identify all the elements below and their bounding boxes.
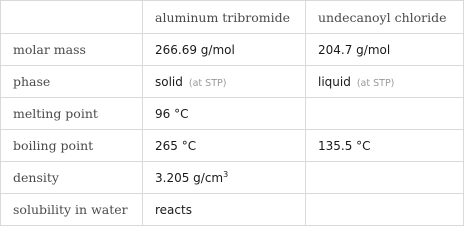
row-label-molar-mass: molar mass xyxy=(1,34,143,66)
cell-value xyxy=(143,34,306,66)
unit-exponent: 3 xyxy=(223,169,229,179)
table-row xyxy=(1,194,464,226)
value-text: 266.69 g/mol xyxy=(155,42,235,57)
condition-note: (at STP) xyxy=(188,77,227,89)
table-row xyxy=(1,66,464,98)
table-row xyxy=(1,98,464,130)
cell-value xyxy=(306,162,464,194)
header-undecanoyl-chloride: undecanoyl chloride xyxy=(306,1,464,34)
cell-value xyxy=(143,98,306,130)
table-row xyxy=(1,130,464,162)
row-label-density: density xyxy=(1,162,143,194)
cell-value xyxy=(306,194,464,226)
cell-value xyxy=(306,98,464,130)
cell-value xyxy=(143,162,306,194)
table-row xyxy=(1,162,464,194)
value-text: 204.7 g/mol xyxy=(318,42,391,57)
value-text: 96 °C xyxy=(155,106,189,121)
cell-value xyxy=(306,130,464,162)
row-label-boiling-point: boiling point xyxy=(1,130,143,162)
value-text: reacts xyxy=(155,202,192,217)
row-label-melting-point: melting point xyxy=(1,98,143,130)
header-cell-empty xyxy=(1,1,143,34)
table-row xyxy=(1,34,464,66)
cell-value xyxy=(143,66,306,98)
value-text: liquid xyxy=(318,74,351,89)
row-label-phase: phase xyxy=(1,66,143,98)
value-text: 265 °C xyxy=(155,138,197,153)
cell-value xyxy=(143,130,306,162)
cell-value xyxy=(143,194,306,226)
header-aluminum-tribromide: aluminum tribromide xyxy=(143,1,306,34)
header-row xyxy=(1,1,464,34)
value-text: solid xyxy=(155,74,183,89)
condition-note: (at STP) xyxy=(356,77,395,89)
cell-value xyxy=(306,66,464,98)
value-text: 3.205 g/cm xyxy=(155,170,224,185)
row-label-solubility-in-water: solubility in water xyxy=(1,194,143,226)
cell-value xyxy=(306,34,464,66)
value-text: 135.5 °C xyxy=(318,138,371,153)
